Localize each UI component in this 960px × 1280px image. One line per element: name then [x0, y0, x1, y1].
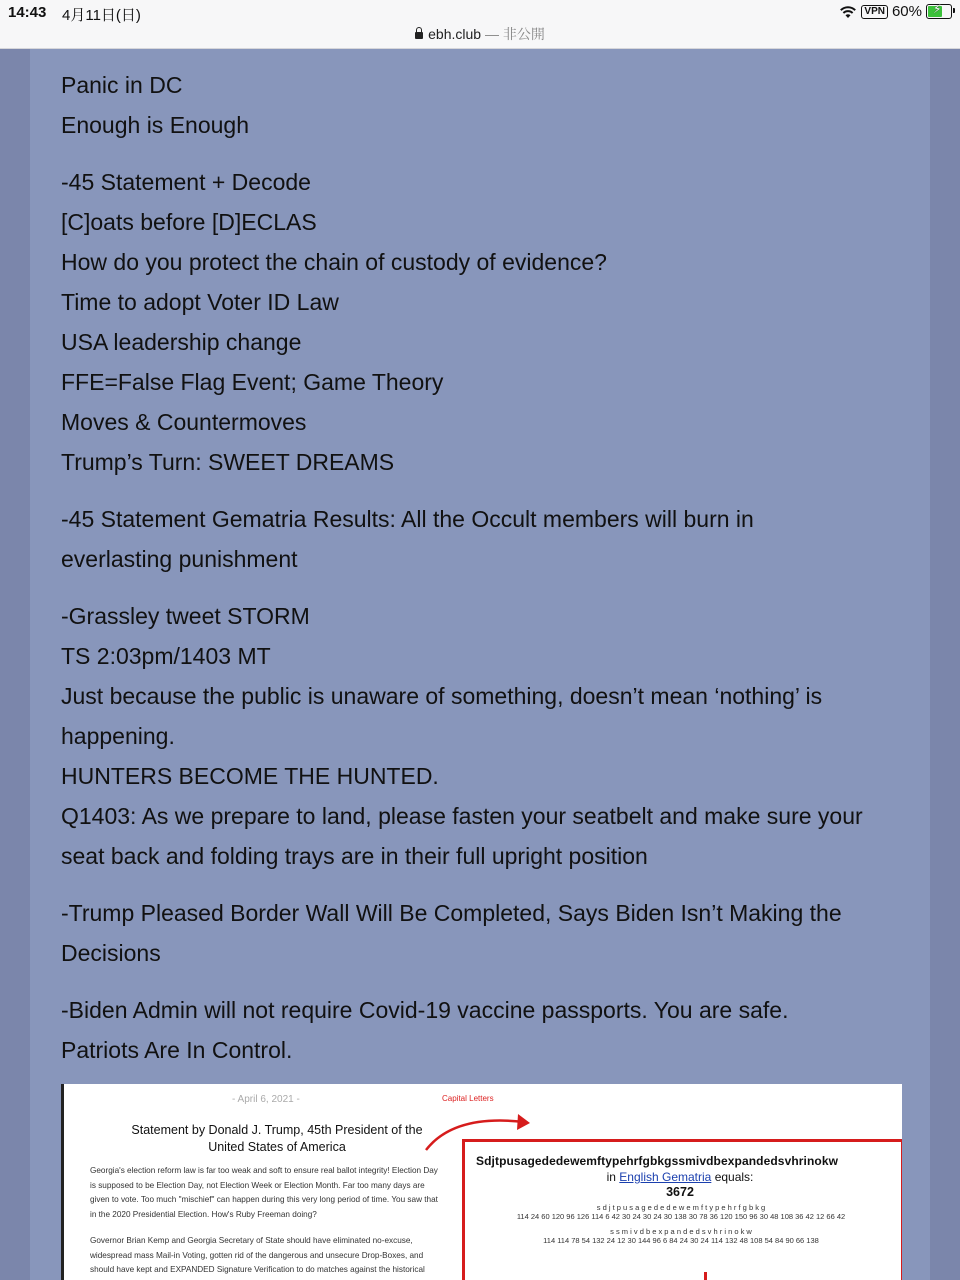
statement-image	[61, 1084, 902, 1280]
article-line: How do you protect the chain of custody of evidence?	[61, 249, 607, 275]
wifi-icon	[839, 5, 857, 19]
article-line: Time to adopt Voter ID Law	[61, 289, 339, 315]
vpn-badge: VPN	[861, 5, 888, 19]
status-right	[839, 3, 952, 20]
article-paragraph	[61, 65, 906, 145]
article-line: -45 Statement + Decode	[61, 169, 311, 195]
statement-paragraph: Georgia's election reform law is far too weak and soft to ensure real ballot integrity! Election Day is supposed to be Election Day, not Election Week or Election Month. Far too many days are given to vote. Too much "mischief" can happen during this very long period of time. You saw that in the 2020 Presidential Election. How's Ruby Freeman doing?	[90, 1166, 438, 1219]
statement-body	[90, 1164, 442, 1280]
numbers-row: 114 24 60 120 96 126 114 6 42 30 24 30 24 30 138 30 78 36 120 150 96 30 48 108 36 42 12 66 42	[516, 1212, 846, 1221]
article-line: -Biden Admin will not require Covid-19 vaccine passports. You are safe.	[61, 997, 789, 1023]
gematria-value: 3672	[666, 1185, 694, 1199]
article-line: happening.	[61, 723, 175, 749]
article-line: TS 2:03pm/1403 MT	[61, 643, 271, 669]
lock-icon	[415, 32, 423, 39]
clipped-line	[61, 49, 906, 65]
article-line: Just because the public is unaware of something, doesn’t mean ‘nothing’ is	[61, 683, 823, 709]
statement-title: Statement by Donald J. Trump, 45th President of the United States of America	[131, 1123, 423, 1154]
url-privacy: — 非公開	[484, 26, 545, 42]
english-gematria-link[interactable]: English Gematria	[619, 1170, 712, 1184]
red-connector	[704, 1272, 707, 1280]
article-paragraph	[61, 990, 906, 1070]
article-content	[61, 49, 906, 1087]
letters-row: s s m i v d b e x p a n d e d s v h r i n o k w	[610, 1227, 752, 1236]
battery-percent: 60%	[891, 3, 922, 20]
battery-charging-icon: ⚡	[926, 4, 952, 19]
article-line: -Grassley tweet STORM	[61, 603, 310, 629]
url-domain: ebh.club	[428, 26, 482, 42]
status-bar	[0, 0, 960, 49]
article-line: FFE=False Flag Event; Game Theory	[61, 369, 444, 395]
gematria-in-line: in English Gematria equals:	[606, 1170, 754, 1184]
article-line: -45 Statement Gematria Results: All the Occult members will burn in	[61, 506, 754, 532]
article-paragraphs	[61, 65, 906, 1070]
url-bar[interactable]	[0, 24, 960, 44]
capital-letters-label: Capital Letters	[442, 1094, 494, 1103]
article-line: Trump’s Turn: SWEET DREAMS	[61, 449, 395, 475]
status-time: 14:43	[8, 4, 47, 21]
status-date: 4月11日(日)	[62, 7, 141, 24]
article-paragraph	[61, 893, 906, 973]
article-line: HUNTERS BECOME THE HUNTED.	[61, 763, 439, 789]
article-line: Panic in DC	[61, 72, 183, 98]
article-line: USA leadership change	[61, 329, 302, 355]
article-line: -Trump Pleased Border Wall Will Be Completed, Says Biden Isn’t Making the	[61, 900, 842, 926]
article-line: seat back and folding trays are in their full upright position	[61, 843, 648, 869]
article-line: Decisions	[61, 940, 161, 966]
gematria-word: Sdjtpusagededewemftypehrfgbkgssmivdbexpandedsvhrinokw	[476, 1154, 839, 1168]
image-date: - April 6, 2021 -	[232, 1094, 300, 1105]
article-panel	[30, 49, 930, 1280]
letters-row: s d j t p u s a g e d e d e w e m f t y p e h r f g b k g	[596, 1203, 766, 1212]
article-line: Patriots Are In Control.	[61, 1037, 293, 1063]
article-line: [C]oats before [D]ECLAS	[61, 209, 317, 235]
article-paragraph	[61, 162, 906, 482]
article-line: Moves & Countermoves	[61, 409, 307, 435]
article-paragraph	[61, 596, 906, 876]
article-line: everlasting punishment	[61, 546, 298, 572]
article-line: Enough is Enough	[61, 112, 249, 138]
article-paragraph	[61, 499, 906, 579]
article-line: Q1403: As we prepare to land, please fasten your seatbelt and make sure your	[61, 803, 863, 829]
numbers-row: 114 114 78 54 132 24 12 30 144 96 6 84 24 30 24 114 132 48 108 54 84 90 66 138	[543, 1236, 819, 1245]
statement-paragraph: Governor Brian Kemp and Georgia Secretary of State should have eliminated no-excuse, widespread mass Mail-in Voting, gotten rid of the dangerous and unsecure Drop-Boxes, and should have kept and EXPANDED Signature Verification to do matches against the historical	[90, 1236, 425, 1274]
